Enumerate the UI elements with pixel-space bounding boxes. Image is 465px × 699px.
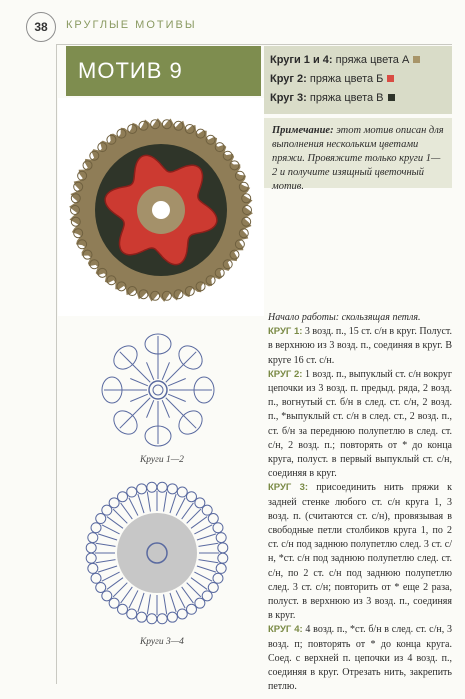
frame-line-left bbox=[56, 44, 57, 684]
chain-loop bbox=[195, 598, 205, 608]
chain-loop bbox=[186, 492, 196, 502]
yarn-text: пряжа цвета Б bbox=[306, 73, 384, 85]
stitch bbox=[113, 509, 127, 523]
stitch bbox=[162, 362, 169, 380]
stitch bbox=[168, 394, 186, 401]
chain-loop bbox=[216, 563, 226, 573]
stitch bbox=[107, 517, 123, 529]
yarn-legend bbox=[264, 46, 452, 114]
motif-photo bbox=[58, 98, 264, 316]
chain-loop bbox=[218, 553, 228, 563]
stitch-diagram-2 bbox=[82, 478, 232, 628]
yarn-label: Круги 1 и 4: bbox=[270, 54, 333, 66]
stitch bbox=[121, 587, 133, 603]
stitch bbox=[182, 587, 194, 603]
running-title: КРУГЛЫЕ МОТИВЫ bbox=[66, 19, 197, 31]
frame-line-top bbox=[56, 44, 452, 45]
yarn-text: пряжа цвета В bbox=[306, 92, 384, 104]
stitch bbox=[170, 593, 176, 612]
caption-rounds-3-4: Круги 3—4 bbox=[140, 637, 184, 647]
chain-loop bbox=[213, 523, 223, 533]
stitch bbox=[120, 411, 137, 428]
yarn-line-1 bbox=[270, 51, 446, 70]
stitch bbox=[147, 400, 154, 418]
stitch bbox=[137, 369, 150, 382]
chain-loop bbox=[202, 505, 212, 515]
ring bbox=[149, 381, 167, 399]
round-text: 3 возд. п., 15 ст. с/н в круг. Полуст. в верхнюю из 3 возд. п., соединяя в круг. В круге 16 ст. с/н. bbox=[268, 326, 452, 366]
stitch bbox=[147, 594, 150, 614]
chain-loop bbox=[127, 487, 137, 497]
chain-loop bbox=[109, 498, 119, 508]
center-hole bbox=[152, 201, 170, 219]
yarn-label: Круг 2: bbox=[270, 73, 307, 85]
chain-loop bbox=[96, 514, 106, 524]
stitch bbox=[194, 572, 212, 581]
round-1 bbox=[268, 325, 452, 368]
chain-loop bbox=[186, 604, 196, 614]
instructions bbox=[268, 311, 452, 694]
chain-loop bbox=[86, 553, 96, 563]
stitch bbox=[98, 534, 117, 540]
chain-loop bbox=[147, 482, 157, 492]
stitch bbox=[121, 503, 133, 519]
stitch bbox=[147, 492, 150, 512]
chain-loop bbox=[177, 609, 187, 619]
stitch bbox=[147, 362, 154, 380]
stitch bbox=[191, 578, 207, 590]
stitch bbox=[170, 494, 176, 513]
ring-inner bbox=[153, 385, 163, 395]
yarn-text: пряжа цвета А bbox=[332, 54, 410, 66]
chain-loop bbox=[167, 612, 177, 622]
stitch bbox=[138, 494, 144, 513]
stitch bbox=[96, 543, 116, 546]
round-label: КРУГ 3: bbox=[268, 482, 309, 494]
stitch bbox=[162, 400, 169, 418]
round-3 bbox=[268, 481, 452, 623]
stitch bbox=[197, 566, 216, 572]
note-text: этот мотив описан для выполнения нескольким цветами пряжи. Провяжите только круги 1—2 и получите изящный цветочный мотив. bbox=[272, 125, 444, 192]
stitch bbox=[197, 534, 216, 540]
stitch bbox=[107, 578, 123, 590]
chain-loop bbox=[208, 582, 218, 592]
stitch bbox=[164, 492, 167, 512]
page-number: 38 bbox=[26, 12, 56, 42]
round-2 bbox=[268, 368, 452, 482]
stitch bbox=[113, 583, 127, 597]
filled-center bbox=[117, 513, 197, 593]
round-label: КРУГ 4: bbox=[268, 624, 303, 636]
stitch bbox=[102, 572, 120, 581]
motif-title: МОТИВ 9 bbox=[66, 46, 261, 96]
chain-loop bbox=[177, 487, 187, 497]
chain-loop bbox=[157, 482, 167, 492]
chain-loop bbox=[157, 614, 167, 624]
stitch bbox=[187, 583, 201, 597]
stitch bbox=[130, 379, 148, 386]
note-box bbox=[264, 118, 452, 192]
round-text: 4 возд. п., *ст. б/н в след. ст. с/н, 3 возд. п; повторять от * до конца круга. Соед. с верхней п. цепочки из 4 возд. п., соединяя в круг. Отрезать нить, закрепить петлю. bbox=[268, 624, 452, 693]
round-text: присоединить нить пряжи к задней стенке любого ст. с/н круга 1, 3 возд. п. (считаются ст. с/н), провязывая в свободные петли столбиков круга 1, по 2 ст. с/н под заднюю полупетлю след. 3 ст. с/н, *ст. с/н под заднюю полупетлю след. ст. с/н, по 2 ст. с/н под заднюю полупетлю след. 3 ст. с/н; повторить от * еще 2 раза, полуст. в верхнюю из 3 возд. п., соединяя в круг. bbox=[268, 482, 452, 622]
stitch bbox=[96, 560, 116, 563]
crochet-motif-image bbox=[58, 98, 264, 316]
stitch bbox=[166, 398, 179, 411]
start-instruction: Начало работы: скользящая петля. bbox=[268, 312, 421, 323]
chain-loop bbox=[118, 492, 128, 502]
note-label: Примечание: bbox=[272, 125, 334, 136]
stitch bbox=[179, 411, 196, 428]
chain-loop bbox=[213, 573, 223, 583]
stitch bbox=[191, 517, 207, 529]
round-text: 1 возд. п., выпуклый ст. с/н вокруг цепочки из 3 возд. п. предыд. ряда, 2 возд. п., вогнутый ст. б/н в след. ст. с/н, 2 возд. п., *выпуклый ст. с/н в след. ст., 2 возд. п., ст. б/н за переднюю полупетлю в след. ст. с/н, 2 возд. п.; повторять от * до конца круга, полуст. в первый выпуклый ст. с/н, соединяя в круг. bbox=[268, 368, 452, 480]
color-swatch-c bbox=[388, 94, 395, 101]
round-label: КРУГ 2: bbox=[268, 368, 303, 380]
stitch bbox=[120, 352, 137, 369]
stitch bbox=[176, 498, 185, 516]
chain-loop bbox=[91, 523, 101, 533]
yarn-line-3 bbox=[270, 89, 446, 108]
chain-loop bbox=[137, 612, 147, 622]
stitch bbox=[138, 593, 144, 612]
stitch bbox=[166, 369, 179, 382]
chain-loop bbox=[218, 543, 228, 553]
stitch bbox=[137, 398, 150, 411]
chain-loop bbox=[167, 484, 177, 494]
stitch bbox=[182, 503, 194, 519]
chain-loop bbox=[147, 614, 157, 624]
chain-loop bbox=[88, 533, 98, 543]
stitch bbox=[130, 394, 148, 401]
color-swatch-b bbox=[387, 75, 394, 82]
yarn-line-2 bbox=[270, 70, 446, 89]
yarn-label: Круг 3: bbox=[270, 92, 307, 104]
stitch bbox=[164, 594, 167, 614]
stitch bbox=[129, 590, 138, 608]
chain-loop bbox=[208, 514, 218, 524]
stitch-diagram-1 bbox=[98, 330, 218, 450]
stitch bbox=[168, 379, 186, 386]
chain-loop bbox=[216, 533, 226, 543]
round-4 bbox=[268, 623, 452, 694]
stitch bbox=[129, 498, 138, 516]
stitch bbox=[198, 560, 218, 563]
stitch bbox=[198, 543, 218, 546]
round-label: КРУГ 1: bbox=[268, 326, 303, 338]
stitch bbox=[176, 590, 185, 608]
chart-rounds-3-4 bbox=[82, 478, 232, 628]
stitch bbox=[187, 509, 201, 523]
chain-loop bbox=[96, 582, 106, 592]
color-swatch-a bbox=[413, 56, 420, 63]
chart-rounds-1-2 bbox=[98, 330, 218, 450]
stitch bbox=[98, 566, 117, 572]
chain-loop bbox=[137, 484, 147, 494]
stitch bbox=[179, 352, 196, 369]
stitch bbox=[102, 525, 120, 534]
caption-rounds-1-2: Круги 1—2 bbox=[140, 455, 184, 465]
chain-loop bbox=[102, 591, 112, 601]
chain-loop bbox=[88, 563, 98, 573]
stitch bbox=[194, 525, 212, 534]
chain-loop bbox=[91, 573, 101, 583]
chain-loop bbox=[86, 543, 96, 553]
chain-loop bbox=[118, 604, 128, 614]
chain-loop bbox=[127, 609, 137, 619]
